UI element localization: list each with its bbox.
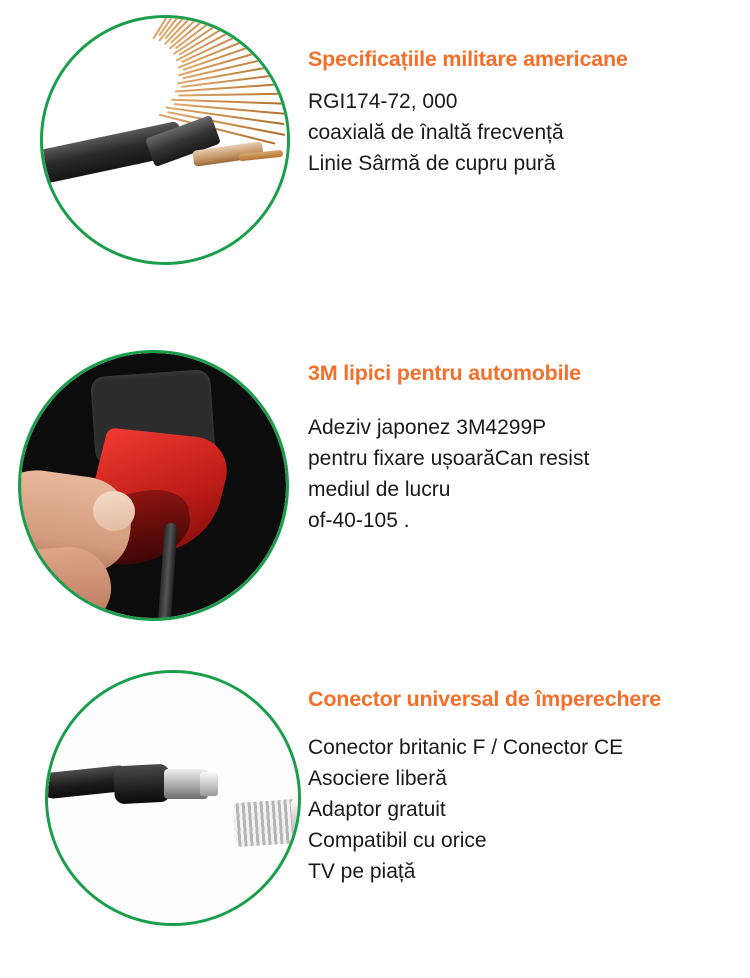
- feature-line: RGI174-72, 000: [308, 90, 458, 113]
- feature-block-3m-adhesive: [0, 300, 750, 630]
- feature-line: Adeziv japonez 3M4299P: [308, 416, 547, 439]
- feature-heading: Conector universal de împerechere: [308, 687, 662, 711]
- coax-adaptor-knurled-body: [233, 799, 298, 847]
- feature-text-column: [300, 630, 750, 887]
- feature-image-wrapper: [0, 630, 300, 978]
- feature-line: of-40-105 .: [308, 509, 410, 532]
- feature-line: Adaptor gratuit: [308, 798, 446, 821]
- feature-block-us-military-spec: [0, 0, 750, 300]
- feature-image-wrapper: [0, 0, 300, 300]
- feature-text-column: [300, 300, 750, 536]
- feature-text-column: [300, 0, 750, 179]
- feature-line: Asociere liberă: [308, 767, 447, 790]
- feature-line: Compatibil cu orice: [308, 829, 487, 852]
- f-connector-nut: [200, 772, 218, 796]
- feature-line: pentru fixare ușoarăCan resist: [308, 447, 590, 470]
- feature-line: Linie Sârmă de cupru pură: [308, 152, 556, 175]
- feature-line: Conector britanic F / Conector CE: [308, 736, 624, 759]
- connector-strain-relief: [113, 764, 171, 805]
- feature-line: mediul de lucru: [308, 478, 451, 501]
- feature-heading: 3M lipici pentru automobile: [308, 361, 581, 385]
- 3m-adhesive-pad-peel-photo: [18, 350, 289, 621]
- feature-image-wrapper: [0, 300, 300, 630]
- feature-line: TV pe piață: [308, 860, 416, 883]
- feature-block-universal-connector: [0, 630, 750, 978]
- feature-line: coaxială de înaltă frecvență: [308, 121, 564, 144]
- feature-heading: Specificațiile militare americane: [308, 47, 628, 71]
- coaxial-cable-copper-braid-photo: [40, 15, 290, 265]
- f-connector-and-coax-adaptor-photo: [45, 670, 301, 926]
